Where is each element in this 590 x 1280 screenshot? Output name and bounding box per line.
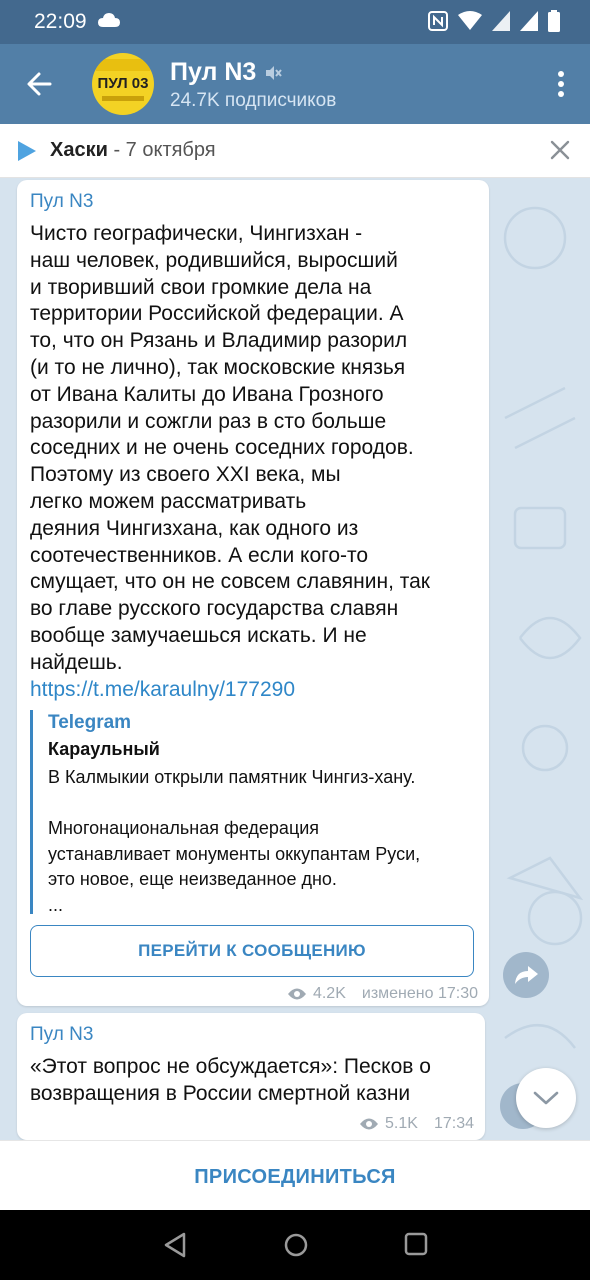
channel-title: Пул N3 [170, 58, 257, 86]
channel-title-row[interactable] [170, 58, 282, 87]
more-vert-icon [554, 70, 568, 100]
chat-area[interactable] [0, 178, 590, 1140]
channel-subtitle: 24.7K подписчиков [170, 90, 337, 111]
avatar-band-lower [102, 96, 144, 101]
pinned-date: - 7 октября [107, 139, 216, 161]
link-preview[interactable] [30, 710, 476, 914]
message-text [30, 221, 430, 703]
signal-icon [492, 11, 510, 31]
message-author[interactable]: Пул N3 [30, 1024, 94, 1045]
cloud-icon [98, 12, 120, 28]
preview-title: Караульный [48, 739, 160, 759]
message-body: Чисто географически, Чингизхан - наш человек, родившийся, выросший и творивший свои громкие дела на территории Российской федерации. А то, что он Рязань и Владимир разорил (и то не лично), так московские князья от Ивана Калиты до Ивана Грозного разорили и сожгли раз в сто больше соседних и не очень соседних городов. Поэтому из своего XXI века, мы легко можем рассматривать деяния Чингизхана, как одного из соотечественников. А если кого-то смущает, что он не совсем славянин, так во главе русского государства славян вообще замучаешься искать. И не найдешь. [30, 222, 430, 674]
preview-description: В Калмыкии открыли памятник Чингиз-хану. Многонациональная федерация устанавливает монументы оккупантам Руси, это новое, еще неизведанное дно. ... [48, 767, 421, 915]
nfc-icon [428, 11, 448, 31]
menu-button[interactable] [554, 70, 568, 100]
pinned-bar[interactable] [0, 124, 590, 178]
muted-speaker-icon [264, 64, 282, 82]
message-bubble[interactable] [17, 180, 489, 1006]
join-button[interactable]: ПРИСОЕДИНИТЬСЯ [194, 1166, 396, 1188]
message-meta [287, 985, 478, 1003]
arrow-left-icon [18, 64, 62, 104]
back-button[interactable] [18, 64, 62, 104]
view-count: 4.2K [312, 985, 346, 1002]
message-text: «Этот вопрос не обсуждается»: Песков о возвращения в России смертной казни [30, 1055, 431, 1105]
eye-icon [359, 1117, 379, 1131]
pinned-close-button[interactable] [548, 138, 572, 162]
pinned-name: Хаски [50, 139, 108, 161]
nav-back-icon[interactable] [163, 1232, 187, 1258]
scroll-down-button[interactable] [516, 1068, 576, 1128]
preview-site-name: Telegram [48, 712, 132, 733]
message-time: 17:34 [433, 1115, 474, 1132]
goto-message-button[interactable]: ПЕРЕЙТИ К СООБЩЕНИЮ [30, 925, 474, 977]
chevron-down-icon [516, 1068, 576, 1128]
wifi-icon [458, 11, 482, 31]
play-icon [18, 141, 36, 161]
avatar-band [96, 59, 150, 71]
share-button[interactable] [503, 952, 549, 998]
pinned-text [50, 139, 216, 162]
message-meta [359, 1115, 474, 1133]
message-bubble[interactable] [17, 1013, 485, 1140]
status-time: 22:09 [34, 10, 87, 33]
join-bar [0, 1140, 590, 1210]
message-link[interactable]: https://t.me/karaulny/177290 [30, 677, 295, 701]
channel-avatar[interactable] [92, 53, 154, 115]
battery-icon [548, 10, 560, 32]
nav-home-icon[interactable] [283, 1232, 309, 1258]
status-icons [428, 10, 560, 32]
signal-2-icon [520, 11, 538, 31]
status-bar [0, 0, 590, 44]
close-icon [548, 138, 572, 162]
avatar-text: ПУЛ 03 [97, 75, 149, 92]
system-nav-bar [0, 1210, 590, 1280]
app-bar [0, 44, 590, 124]
eye-icon [287, 987, 307, 1001]
message-time: изменено 17:30 [361, 985, 478, 1002]
nav-recent-icon[interactable] [404, 1232, 428, 1256]
share-icon [503, 952, 549, 998]
message-author[interactable]: Пул N3 [30, 191, 94, 212]
view-count: 5.1K [385, 1115, 418, 1132]
